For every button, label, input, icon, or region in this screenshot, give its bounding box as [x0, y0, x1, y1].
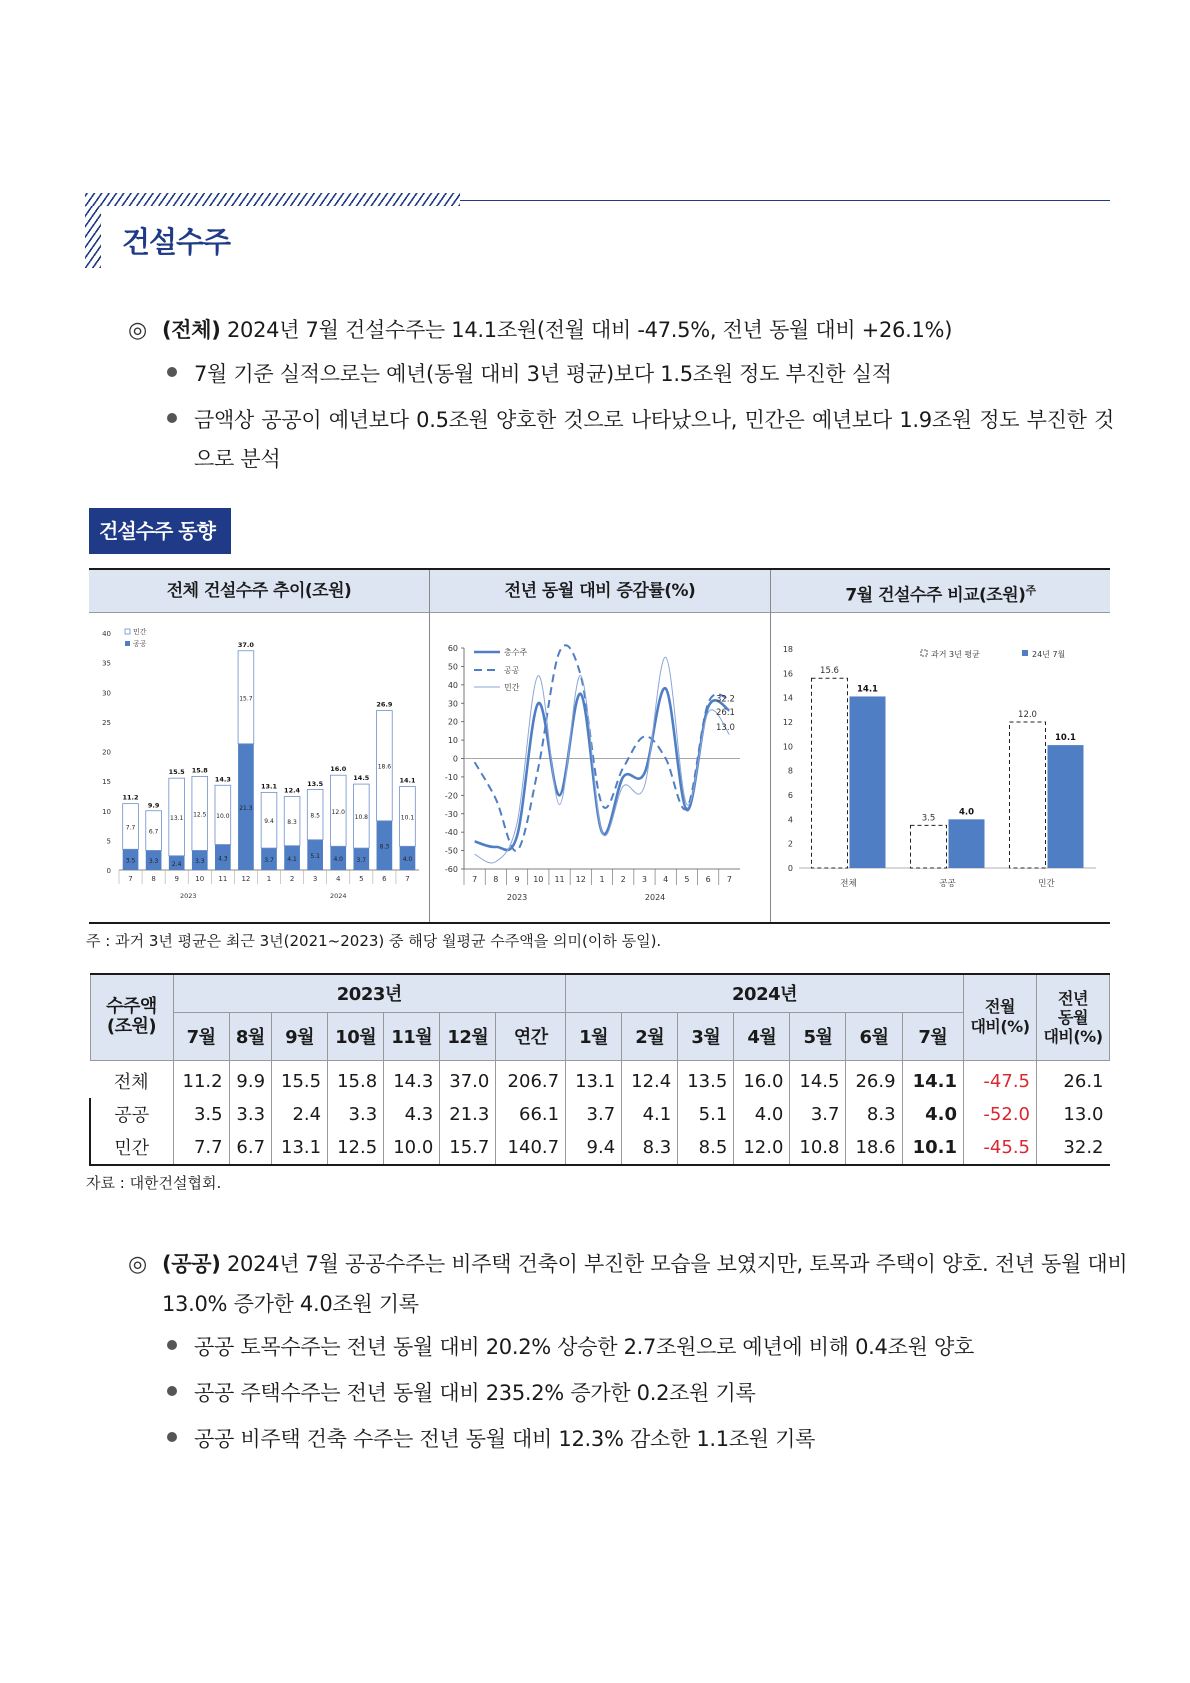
paragraph-overall [128, 314, 952, 344]
bullet-text-continued: 으로 분석 [194, 447, 281, 471]
y-tick-label: 12 [782, 718, 793, 727]
legend-label: 24년 7월 [1032, 650, 1066, 659]
x-tick-label: 9 [514, 875, 520, 884]
table-cell: 66.1 [496, 1098, 566, 1131]
lead-label: (공공) [162, 1252, 221, 1276]
legend-label: 총수주 [504, 648, 528, 657]
x-tick-label: 11 [554, 875, 565, 884]
year-2023-header: 2023년 [173, 974, 566, 1012]
data-label-public: 2.4 [171, 860, 182, 868]
table-cell: 3.7 [566, 1098, 622, 1131]
legend-label: 과거 3년 평균 [931, 650, 980, 659]
data-label-public: 3.7 [356, 857, 367, 865]
x-tick-label: 민간 [1038, 879, 1055, 889]
table-cell: 15.5 [272, 1060, 328, 1098]
legend-swatch-public [125, 641, 130, 646]
data-label-public: 3.5 [125, 857, 136, 865]
data-label-public: 3.3 [148, 858, 159, 866]
data-label-public: 5.1 [310, 852, 320, 860]
data-label-total: 12.4 [284, 786, 301, 795]
table-cell: 3.3 [328, 1098, 384, 1131]
table-cell: 10.0 [384, 1131, 440, 1165]
bullet-text: 공공 주택수주는 전년 동월 대비 235.2% 증가한 0.2조원 기록 [194, 1381, 756, 1405]
yoy-cell: 32.2 [1037, 1131, 1110, 1165]
x-tick-label: 10 [195, 875, 205, 883]
legend-swatch-average [921, 650, 927, 656]
y-tick-label: 16 [782, 669, 793, 679]
month-header: 8월 [229, 1012, 271, 1060]
y-tick-label: 40 [447, 680, 458, 690]
x-tick-label: 1 [266, 875, 272, 883]
data-label-total: 13.5 [307, 780, 324, 789]
x-tick-label: 6 [705, 875, 711, 884]
table-row [90, 1098, 1110, 1131]
y-tick-label: 30 [447, 699, 458, 709]
y-tick-label: 14 [782, 693, 793, 703]
table-cell: 14.3 [384, 1060, 440, 1098]
data-label-private: 18.6 [377, 763, 392, 771]
y-tick-label: 60 [447, 644, 458, 653]
chart-header-yoy: 전년 동월 대비 증감률(%) [430, 570, 770, 613]
month-header: 4월 [734, 1012, 790, 1060]
x-tick-label: 3 [641, 875, 648, 884]
legend-swatch-current [1022, 650, 1028, 656]
table-cell: 8.3 [622, 1131, 678, 1165]
x-tick-label: 공공 [939, 879, 956, 889]
bullet-dot-icon [167, 1432, 177, 1442]
legend-label: 민간 [504, 683, 520, 692]
y-tick-label: 20 [447, 717, 458, 727]
bar-july-2024 [1048, 745, 1084, 868]
table-cell: 10.1 [902, 1131, 963, 1165]
y-tick-label: 0 [106, 867, 111, 875]
end-value-label: 26.1 [716, 708, 735, 719]
data-label-total: 14.3 [214, 775, 231, 784]
x-tick-label: 1 [599, 875, 605, 884]
table-cell: 37.0 [440, 1060, 496, 1098]
y-tick-label: 5 [106, 837, 111, 846]
chart-footnote: 주 : 과거 3년 평균은 최근 3년(2021~2023) 중 해당 월평균 수주액을 의미(이하 동일). [86, 932, 662, 950]
series-line-public [475, 645, 730, 851]
section-decoration-side [85, 206, 101, 268]
table-cell: 16.0 [734, 1060, 790, 1098]
legend-label: 공공 [133, 640, 147, 648]
bullet-text: 공공 비주택 건축 수주는 전년 동월 대비 12.3% 감소한 1.1조원 기록 [194, 1427, 816, 1451]
x-tick-label: 4 [663, 875, 669, 884]
yoy-cell: 26.1 [1037, 1060, 1110, 1098]
data-label-private: 10.1 [400, 814, 415, 822]
legend-swatch-private [125, 629, 130, 634]
x-tick-label: 7 [128, 875, 133, 883]
table-cell: 4.0 [734, 1098, 790, 1131]
bullet-text: 금액상 공공이 예년보다 0.5조원 양호한 것으로 나타났으나, 민간은 예년보다 1.9조원 정도 부진한 것 [194, 408, 1114, 432]
table-cell: 8.3 [846, 1098, 902, 1131]
y-tick-label: 0 [787, 864, 793, 873]
data-label-public: 8.3 [379, 843, 390, 851]
bullet-text: 공공 토목수주는 전년 동월 대비 20.2% 상승한 2.7조원으로 예년에 비해 0.4조원 양호 [194, 1335, 974, 1359]
yoy-header: 전년 동월 대비(%) [1037, 974, 1110, 1060]
data-label-private: 15.7 [239, 695, 253, 703]
table-cell: 10.8 [790, 1131, 846, 1165]
y-tick-label: 2 [787, 839, 793, 849]
chart-header-july-sup: 주 [1025, 584, 1036, 597]
table-cell: 18.6 [846, 1131, 902, 1165]
bar-july-2024 [949, 819, 985, 868]
y-tick-label: -30 [444, 809, 458, 819]
table-cell: 11.2 [173, 1060, 229, 1098]
data-label-private: 7.7 [125, 824, 136, 832]
data-label-public: 4.0 [333, 856, 344, 864]
table-row [90, 1060, 1110, 1098]
row-label: 전체 [113, 1072, 149, 1093]
month-header: 9월 [272, 1012, 328, 1060]
y-tick-label: 18 [782, 645, 793, 654]
table-cell: 3.3 [229, 1098, 271, 1131]
data-label-private: 13.1 [170, 814, 184, 822]
month-header: 12월 [440, 1012, 496, 1060]
data-label-private: 12.5 [193, 811, 207, 819]
data-label-public: 4.1 [287, 855, 297, 863]
x-tick-label: 6 [382, 875, 387, 883]
chart-panel [89, 568, 1110, 924]
y-tick-label: -60 [444, 865, 458, 874]
table-cell: 13.5 [678, 1060, 734, 1098]
data-label-public: 4.3 [218, 855, 228, 863]
end-value-label: 13.0 [716, 722, 735, 733]
legend-label: 민간 [133, 628, 147, 636]
section-decoration [85, 193, 460, 206]
month-header: 6월 [846, 1012, 902, 1060]
y-tick-label: 20 [102, 748, 111, 757]
bar-3yr-average [1010, 722, 1046, 868]
month-header: 2월 [622, 1012, 678, 1060]
table-cell: 13.1 [566, 1060, 622, 1098]
y-tick-label: 25 [102, 718, 111, 727]
y-tick-label: 10 [447, 736, 458, 746]
month-header: 연간 [496, 1012, 566, 1060]
y-tick-label: 4 [787, 815, 793, 825]
data-label-private: 6.7 [148, 828, 159, 836]
table-cell: 12.5 [328, 1131, 384, 1165]
table-cell: 6.7 [229, 1131, 271, 1165]
y-tick-label: -10 [444, 772, 458, 782]
x-tick-label: 5 [684, 875, 690, 884]
data-label-current: 10.1 [1055, 733, 1076, 744]
y-tick-label: -50 [444, 846, 458, 856]
table-cell: 8.5 [678, 1131, 734, 1165]
data-label-private: 8.5 [310, 812, 320, 820]
paragraph-text-continued: 13.0% 증가한 4.0조원 기록 [162, 1292, 419, 1316]
y-tick-label: 8 [787, 766, 793, 776]
table-cell: 9.4 [566, 1131, 622, 1165]
series-line-total [475, 688, 730, 850]
end-value-label: 32.2 [716, 694, 735, 705]
data-label-total: 11.2 [122, 793, 139, 802]
paragraph-public [128, 1248, 1127, 1278]
row-label: 민간 [90, 1131, 173, 1165]
data-label-current: 14.1 [857, 684, 878, 695]
y-tick-label: 35 [102, 659, 111, 668]
data-label-public: 4.0 [402, 856, 413, 864]
table-cell: 7.7 [173, 1131, 229, 1165]
data-label-average: 3.5 [921, 813, 936, 824]
data-label-total: 9.9 [147, 801, 160, 810]
y-tick-label: 6 [787, 791, 793, 800]
data-label-total: 26.9 [376, 700, 393, 709]
table-cell: 26.9 [846, 1060, 902, 1098]
month-header: 11월 [384, 1012, 440, 1060]
bullet-dot-icon [167, 367, 177, 377]
month-header: 3월 [678, 1012, 734, 1060]
chart-header-july-text: 7월 건설수주 비교(조원) [845, 585, 1026, 606]
comparison-bar-chart [771, 613, 1110, 922]
figure-label: 건설수주 동향 [89, 508, 231, 554]
month-header: 1월 [566, 1012, 622, 1060]
x-tick-label: 7 [405, 875, 410, 883]
y-tick-label: 30 [102, 689, 111, 698]
x-tick-label: 9 [174, 875, 179, 883]
x-tick-label: 12 [575, 875, 586, 884]
bar-3yr-average [911, 825, 947, 868]
y-tick-label: -20 [444, 791, 458, 801]
data-label-current: 4.0 [958, 807, 975, 818]
stacked-bar-chart [89, 613, 429, 922]
x-tick-label: 2 [620, 875, 626, 884]
bullet-text: 7월 기준 실적으로는 예년(동월 대비 3년 평균)보다 1.5조원 정도 부진한 실적 [194, 362, 892, 386]
table-cell: 21.3 [440, 1098, 496, 1131]
data-label-total: 37.0 [237, 640, 254, 649]
source-note: 자료 : 대한건설협회. [86, 1174, 222, 1192]
paragraph-text: 2024년 7월 공공수주는 비주택 건축이 부진한 모습을 보였지만, 토목과 주택이 양호. 전년 동월 대비 [220, 1252, 1128, 1276]
legend-label: 공공 [504, 666, 520, 675]
x-tick-label: 3 [312, 875, 318, 883]
paragraph-text: 2024년 7월 건설수주는 14.1조원(전월 대비 -47.5%, 전년 동월 대비 +26.1%) [220, 318, 953, 342]
year-label: 2023 [179, 892, 197, 900]
x-tick-label: 7 [472, 875, 478, 884]
chart-header-total: 전체 건설수주 추이(조원) [89, 570, 429, 613]
y-tick-label: 10 [782, 742, 793, 752]
year-2024-header: 2024년 [566, 974, 964, 1012]
table-cell: 12.4 [622, 1060, 678, 1098]
y-tick-label: 50 [447, 662, 458, 672]
x-tick-label: 4 [335, 875, 341, 883]
data-label-average: 12.0 [1018, 710, 1037, 720]
table-cell: 206.7 [496, 1060, 566, 1098]
month-header: 7월 [902, 1012, 963, 1060]
orders-table [89, 973, 1110, 1166]
data-label-average: 15.6 [820, 666, 839, 677]
table-cell: 5.1 [678, 1098, 734, 1131]
table-cell: 14.5 [790, 1060, 846, 1098]
double-circle-icon: ◎ [128, 318, 147, 343]
section-title: 건설수주 [122, 225, 231, 259]
bullet-dot-icon [167, 1386, 177, 1396]
row-label: 공공 [90, 1098, 173, 1131]
data-label-public: 21.3 [239, 804, 253, 812]
month-header: 10월 [328, 1012, 384, 1060]
double-circle-icon: ◎ [128, 1252, 147, 1277]
data-label-total: 15.5 [168, 768, 185, 777]
bar-3yr-average [812, 678, 848, 868]
y-tick-label: 40 [102, 630, 111, 638]
table-cell: 2.4 [272, 1098, 328, 1131]
data-label-private: 8.3 [287, 819, 297, 827]
mom-cell: -45.5 [964, 1131, 1037, 1165]
table-cell: 140.7 [496, 1131, 566, 1165]
y-tick-label: -40 [444, 828, 458, 838]
table-cell: 3.7 [790, 1098, 846, 1131]
x-tick-label: 7 [726, 875, 732, 884]
bullet-dot-icon [167, 1340, 177, 1350]
line-chart [430, 613, 770, 922]
data-label-public: 3.7 [264, 857, 274, 865]
x-tick-label: 8 [493, 875, 499, 884]
mom-header: 전월 대비(%) [964, 974, 1037, 1060]
table-cell: 15.8 [328, 1060, 384, 1098]
x-tick-label: 5 [359, 875, 364, 883]
x-tick-label: 12 [241, 875, 251, 883]
table-cell: 4.0 [902, 1098, 963, 1131]
bar-july-2024 [850, 696, 886, 868]
table-corner: 수주액 (조원) [90, 974, 173, 1060]
month-header: 5월 [790, 1012, 846, 1060]
data-label-public: 3.3 [194, 858, 205, 866]
table-row [90, 1131, 1110, 1165]
table-cell: 9.9 [229, 1060, 271, 1098]
year-label: 2024 [644, 893, 666, 902]
data-label-private: 9.4 [264, 818, 274, 826]
table-cell: 3.5 [173, 1098, 229, 1131]
table-cell: 12.0 [734, 1131, 790, 1165]
y-tick-label: 10 [102, 807, 111, 816]
data-label-total: 14.5 [353, 774, 370, 783]
data-label-private: 12.0 [331, 808, 345, 816]
table-cell: 15.7 [440, 1131, 496, 1165]
x-tick-label: 11 [218, 875, 228, 883]
year-label: 2023 [506, 893, 528, 902]
table-cell: 4.1 [622, 1098, 678, 1131]
table-cell: 13.1 [272, 1131, 328, 1165]
x-tick-label: 2 [289, 875, 295, 883]
data-label-total: 14.1 [399, 776, 416, 785]
year-label: 2024 [329, 892, 347, 900]
month-header: 7월 [173, 1012, 229, 1060]
table-cell: 14.1 [902, 1060, 963, 1098]
data-label-total: 16.0 [330, 765, 347, 774]
x-tick-label: 8 [151, 875, 156, 883]
data-label-private: 10.8 [354, 814, 368, 822]
y-tick-label: 0 [452, 754, 458, 764]
x-tick-label: 전체 [840, 879, 857, 889]
data-label-total: 13.1 [260, 782, 278, 791]
lead-label: (전체) [162, 318, 221, 342]
section-divider [460, 200, 1110, 201]
table-cell: 4.3 [384, 1098, 440, 1131]
bullet-dot-icon [167, 413, 177, 423]
mom-cell: -52.0 [964, 1098, 1037, 1131]
chart-header-july [771, 570, 1110, 613]
data-label-total: 15.8 [191, 766, 208, 775]
mom-cell: -47.5 [964, 1060, 1037, 1098]
y-tick-label: 15 [102, 778, 111, 787]
x-tick-label: 10 [533, 875, 544, 884]
yoy-cell: 13.0 [1037, 1098, 1110, 1131]
data-label-private: 10.0 [216, 812, 230, 820]
